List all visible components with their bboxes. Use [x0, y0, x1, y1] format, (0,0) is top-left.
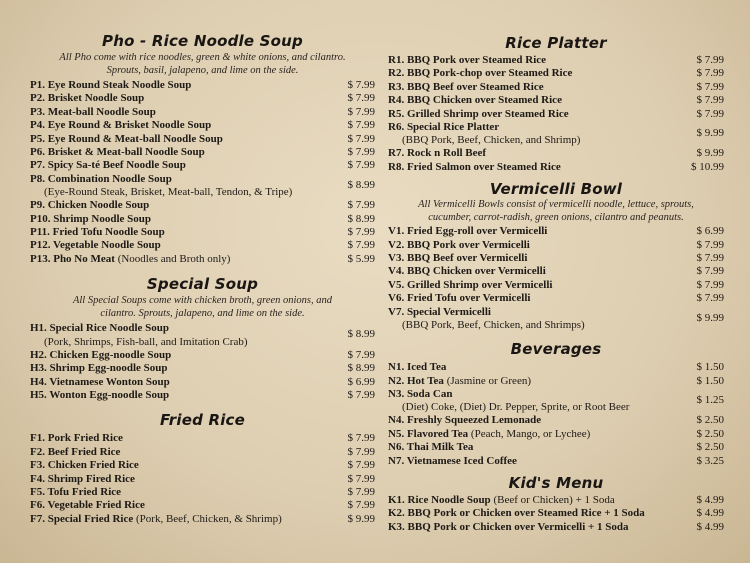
vermicelli-note: All Vermicelli Bowls consist of vermicelli noodle, lettuce, sprouts, cucumber, carrot-radish, green onions, cilantro and peanuts. [418, 199, 694, 223]
menu-item [388, 428, 724, 441]
item-name: P2. Brisket Noodle Soup [30, 92, 145, 105]
menu-item [30, 119, 375, 132]
fried-rice-heading: Fried Rice [159, 411, 246, 430]
menu-item [388, 265, 724, 278]
menu-item [30, 159, 375, 172]
right-column [388, 0, 724, 534]
fried-rice-list [30, 432, 375, 526]
item-name: P12. Vegetable Noodle Soup [30, 239, 161, 252]
item-price: $ 7.99 [696, 238, 724, 251]
beverages-list [388, 361, 724, 468]
item-price: $ 7.99 [347, 459, 375, 472]
menu-item [388, 147, 724, 160]
rice-platter-list [388, 54, 724, 174]
item-price: $ 7.99 [347, 348, 375, 361]
menu-item [30, 499, 375, 512]
item-name: F6. Vegetable Fried Rice [30, 499, 145, 512]
item-price: $ 8.99 [347, 362, 375, 375]
item-price: $ 7.99 [696, 265, 724, 278]
menu-item [30, 226, 375, 239]
menu-item [30, 92, 375, 105]
menu-item [388, 121, 724, 140]
item-price: $ 1.50 [696, 361, 724, 374]
menu-item [388, 279, 724, 292]
item-price: $ 7.99 [696, 278, 724, 291]
item-price: $ 8.99 [347, 212, 375, 225]
item-name: F1. Pork Fried Rice [30, 432, 123, 445]
kids-menu-heading: Kid's Menu [508, 473, 604, 492]
item-name: V4. BBQ Chicken over Vermicelli [388, 265, 546, 278]
menu-item [388, 225, 724, 238]
item-price: $ 4.99 [696, 507, 724, 520]
item-price: $ 7.99 [696, 80, 724, 93]
item-name: P13. Pho No Meat [30, 252, 115, 265]
pho-heading: Pho - Rice Noodle Soup [102, 32, 303, 50]
item-price: $ 9.99 [347, 512, 375, 525]
item-name: P9. Chicken Noodle Soup [30, 199, 150, 212]
item-price: $ 2.50 [696, 427, 724, 440]
menu-item [388, 455, 724, 468]
item-price: $ 7.99 [347, 239, 375, 252]
menu-item [388, 521, 724, 534]
item-price: $ 6.99 [696, 225, 724, 238]
item-name: H2. Chicken Egg-noodle Soup [30, 348, 172, 361]
item-name: P6. Brisket & Meat-ball Noodle Soup [30, 146, 205, 159]
menu-item [388, 361, 724, 374]
item-price: $ 9.99 [696, 147, 724, 160]
item-name: K3. BBQ Pork or Chicken over Vermicelli + 1 Soda [388, 520, 629, 533]
item-description: (Beef or Chicken) + 1 Soda [490, 493, 615, 506]
menu-item [388, 375, 724, 388]
item-price: $ 9.99 [696, 127, 724, 140]
item-name: P3. Meat-ball Noodle Soup [30, 105, 156, 118]
left-column [30, 0, 375, 526]
menu-item [30, 513, 375, 526]
item-price: $ 7.99 [347, 445, 375, 458]
item-price: $ 1.50 [696, 374, 724, 387]
item-name: H3. Shrimp Egg-noodle Soup [30, 362, 168, 375]
item-name: R5. Grilled Shrimp over Steamed Rice [388, 107, 569, 120]
item-price: $ 7.99 [347, 79, 375, 91]
item-price: $ 7.99 [347, 132, 375, 145]
menu-item [388, 507, 724, 520]
item-name: H1. Special Rice Noodle Soup [30, 322, 170, 335]
vermicelli-heading: Vermicelli Bowl [489, 180, 623, 199]
item-name: V3. BBQ Beef over Vermicelli [388, 252, 528, 265]
item-name: V7. Special Vermicelli [388, 305, 491, 318]
menu-item [30, 362, 375, 375]
menu-item [30, 459, 375, 472]
item-name: F4. Shrimp Fired Rice [30, 472, 135, 485]
kids-menu-list [388, 494, 724, 534]
menu-item [388, 414, 724, 427]
item-name: V2. BBQ Pork over Vermicelli [388, 238, 530, 251]
item-price: $ 7.99 [347, 199, 375, 212]
item-subtext: (BBQ Pork, Beef, Chicken, and Shrimp) [402, 134, 581, 147]
menu-item [30, 239, 375, 252]
menu-item [30, 253, 375, 266]
menu-item [388, 494, 724, 507]
menu-item [30, 106, 375, 119]
item-name: H4. Vietnamese Wonton Soup [30, 375, 170, 388]
menu-item [388, 239, 724, 252]
menu-item [30, 213, 375, 226]
item-price: $ 4.99 [696, 493, 724, 506]
item-name: N3. Soda Can [388, 387, 453, 400]
beverages-heading: Beverages [510, 340, 602, 359]
item-name: V1. Fried Egg-roll over Vermicelli [388, 225, 548, 238]
item-price: $ 7.99 [696, 67, 724, 80]
item-price: $ 2.50 [696, 414, 724, 427]
item-name: R1. BBQ Pork over Steamed Rice [388, 54, 547, 66]
special-soup-note: All Special Soups come with chicken broth, green onions, and cilantro. Sprouts, jalapeno, and lime on the side. [72, 295, 333, 319]
item-name: R2. BBQ Pork-chop over Steamed Rice [388, 67, 573, 80]
item-name: V6. Fried Tofu over Vermicelli [388, 292, 531, 305]
special-soup-list [30, 322, 375, 402]
item-name: V5. Grilled Shrimp over Vermicelli [388, 278, 553, 291]
item-price: $ 8.99 [347, 328, 375, 341]
item-name: R4. BBQ Chicken over Steamed Rice [388, 94, 562, 107]
menu-item [388, 54, 724, 67]
item-name: N6. Thai Milk Tea [388, 441, 474, 454]
item-price: $ 7.99 [696, 252, 724, 265]
item-name: F7. Special Fried Rice [30, 512, 134, 525]
pho-list [30, 79, 375, 266]
item-name: N1. Iced Tea [388, 361, 447, 374]
menu-item [30, 486, 375, 499]
item-price: $ 7.99 [696, 94, 724, 107]
item-price: $ 7.99 [347, 159, 375, 172]
item-name: P8. Combination Noodle Soup [30, 172, 172, 185]
item-name: H5. Wonton Egg-noodle Soup [30, 388, 170, 401]
menu-item [30, 432, 375, 445]
special-soup-heading: Special Soup [146, 275, 259, 294]
item-name: F3. Chicken Fried Rice [30, 459, 139, 472]
item-name: R3. BBQ Beef over Steamed Rice [388, 80, 544, 93]
menu-item [30, 79, 375, 92]
item-price: $ 4.99 [696, 520, 724, 533]
item-price: $ 2.50 [696, 441, 724, 454]
item-price: $ 7.99 [347, 472, 375, 485]
menu-item [30, 376, 375, 389]
item-price: $ 7.99 [347, 119, 375, 132]
item-price: $ 3.25 [696, 454, 724, 467]
item-name: P5. Eye Round & Meat-ball Noodle Soup [30, 132, 223, 145]
item-price: $ 7.99 [696, 292, 724, 305]
item-description: (Noodles and Broth only) [114, 252, 231, 265]
menu-item [388, 305, 724, 324]
item-price: $ 10.99 [691, 160, 724, 173]
item-price: $ 9.99 [696, 311, 724, 324]
rice-platter-heading: Rice Platter [505, 34, 607, 52]
item-name: P7. Spicy Sa-té Beef Noodle Soup [30, 159, 186, 172]
item-name: F5. Tofu Fried Rice [30, 485, 122, 498]
menu-item [388, 252, 724, 265]
item-name: K1. Rice Noodle Soup [388, 493, 491, 506]
item-name: N2. Hot Tea [388, 374, 444, 387]
item-price: $ 7.99 [347, 92, 375, 105]
pho-note: All Pho come with rice noodles, green & white onions, and cilantro. Sprouts, basil, jalapeno, and lime on the side. [59, 52, 346, 76]
vermicelli-list [388, 225, 724, 332]
item-subtext: (BBQ Pork, Beef, Chicken, and Shrimps) [402, 319, 585, 332]
menu-item [30, 349, 375, 362]
item-price: $ 7.99 [347, 485, 375, 498]
menu-item [30, 133, 375, 146]
item-description: (Peach, Mango, or Lychee) [468, 427, 591, 440]
item-price: $ 7.99 [696, 107, 724, 120]
item-name: N4. Freshly Squeezed Lemonade [388, 414, 542, 427]
item-name: F2. Beef Fried Rice [30, 445, 121, 458]
item-subtext: (Diet) Coke, (Diet) Dr. Pepper, Sprite, or Root Beer [402, 401, 630, 414]
menu-item [388, 161, 724, 174]
item-price: $ 7.99 [347, 226, 375, 239]
item-name: P4. Eye Round & Brisket Noodle Soup [30, 119, 212, 132]
menu-item [388, 387, 724, 406]
menu-item [30, 389, 375, 402]
menu-item [30, 446, 375, 459]
item-price: $ 7.99 [347, 388, 375, 401]
item-name: K2. BBQ Pork or Chicken over Steamed Rice + 1 Soda [388, 507, 645, 520]
menu-item [388, 81, 724, 94]
item-price: $ 7.99 [347, 105, 375, 118]
item-description: (Jasmine or Green) [443, 374, 531, 387]
item-price: $ 6.99 [347, 375, 375, 388]
menu-item [30, 146, 375, 159]
item-price: $ 7.99 [696, 54, 724, 66]
menu-item [30, 172, 375, 191]
item-description: (Pork, Beef, Chicken, & Shrimp) [133, 512, 282, 525]
item-name: R6. Special Rice Platter [388, 121, 500, 134]
item-subtext: (Pork, Shrimps, Fish-ball, and Imitation Crab) [44, 335, 248, 348]
item-name: N5. Flavored Tea [388, 427, 469, 440]
item-name: N7. Vietnamese Iced Coffee [388, 454, 517, 467]
item-price: $ 1.25 [696, 393, 724, 406]
menu-item [388, 108, 724, 121]
item-price: $ 8.99 [347, 178, 375, 191]
menu-item [388, 441, 724, 454]
item-price: $ 5.99 [347, 252, 375, 265]
item-name: P11. Fried Tofu Noodle Soup [30, 226, 165, 239]
menu-item [388, 67, 724, 80]
menu-item [30, 199, 375, 212]
item-name: R7. Rock n Roll Beef [388, 147, 487, 160]
menu-item [388, 292, 724, 305]
item-price: $ 7.99 [347, 499, 375, 512]
item-subtext: (Eye-Round Steak, Brisket, Meat-ball, Tendon, & Tripe) [44, 186, 293, 199]
item-name: R8. Fried Salmon over Steamed Rice [388, 160, 561, 173]
menu-item [30, 473, 375, 486]
item-price: $ 7.99 [347, 432, 375, 445]
menu-item [30, 322, 375, 341]
item-price: $ 7.99 [347, 146, 375, 159]
menu-item [388, 94, 724, 107]
item-name: P10. Shrimp Noodle Soup [30, 212, 152, 225]
item-name: P1. Eye Round Steak Noodle Soup [30, 79, 192, 91]
